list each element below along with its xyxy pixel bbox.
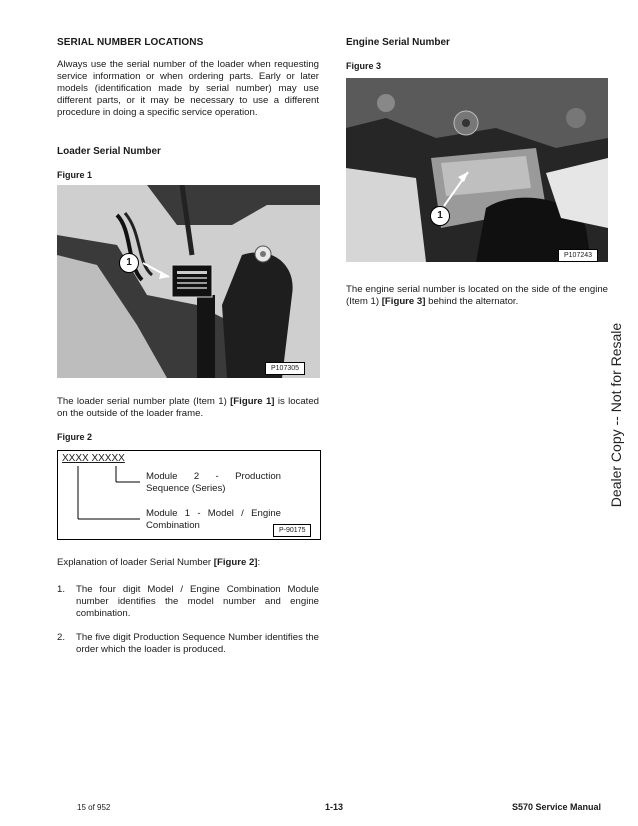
- dealer-copy-watermark: Dealer Copy -- Not for Resale: [608, 322, 624, 508]
- figure-3-label: Figure 3: [346, 61, 382, 71]
- figure-3-caption-post: behind the alternator.: [428, 296, 519, 307]
- figure-3-caption-ref: [Figure 3]: [381, 296, 426, 307]
- figure-2-tag: P-90175: [273, 524, 311, 537]
- figure-2-code: [62, 453, 125, 464]
- figure-3-photo: [346, 78, 608, 262]
- list-item-1-number: 1.: [57, 584, 66, 595]
- explanation-line: [57, 557, 319, 569]
- figure-2-diagram: [57, 450, 321, 540]
- figure-3-tag: P107243: [558, 249, 598, 262]
- figure-2-module-2: Module 2 - Production Sequence (Series): [146, 471, 281, 494]
- explanation-ref: [Figure 2]: [213, 557, 258, 568]
- figure-1-callout: 1: [119, 253, 139, 273]
- figure-1-caption-post: is located on the outside of the loader frame.: [57, 396, 319, 419]
- figure-2-code-sequence: XXXXX: [91, 453, 125, 464]
- figure-1-photo: [57, 185, 320, 378]
- figure-1-label: Figure 1: [57, 170, 93, 180]
- figure-3-caption: [346, 284, 608, 308]
- figure-1-caption: [57, 396, 319, 420]
- figure-3-callout: 1: [430, 206, 450, 226]
- figure-1-caption-ref: [Figure 1]: [230, 396, 275, 407]
- footer-page-number: 1-13: [325, 802, 344, 812]
- loader-frame-illustration: [57, 185, 320, 378]
- footer-page-count: 15 of 952: [77, 803, 111, 812]
- list-item-1-text: The four digit Model / Engine Combination Module number identifies the model number and engine combination.: [76, 584, 319, 619]
- explanation-pre: Explanation of loader Serial Number: [57, 557, 212, 568]
- figure-2-label: Figure 2: [57, 432, 93, 442]
- intro-paragraph: Always use the serial number of the loader when requesting service information or when ordering parts. Early or later models (identification made by serial number) may use different parts, or it may be necessary to use a different procedure in doing a specific service operation.: [57, 59, 319, 118]
- explanation-post: :: [257, 557, 261, 568]
- figure-1-tag: P107305: [265, 362, 305, 375]
- figure-1-caption-pre: The loader serial number plate (Item 1): [57, 396, 227, 407]
- figure-3-caption-pre: The engine serial number is located on the side of the engine (Item 1): [346, 284, 608, 307]
- figure-2-module-1: Module 1 - Model / Engine Combination: [146, 508, 281, 531]
- list-item-2-text: The five digit Production Sequence Number identifies the order which the loader is produced.: [76, 632, 319, 655]
- loader-serial-heading: Loader Serial Number: [57, 146, 161, 157]
- list-item-2-number: 2.: [57, 632, 66, 643]
- engine-serial-heading: Engine Serial Number: [346, 37, 450, 48]
- figure-2-code-model: XXXX: [62, 453, 89, 464]
- footer-manual-title: S570 Service Manual: [512, 802, 602, 812]
- engine-illustration: [346, 78, 608, 262]
- section-heading: SERIAL NUMBER LOCATIONS: [57, 37, 204, 48]
